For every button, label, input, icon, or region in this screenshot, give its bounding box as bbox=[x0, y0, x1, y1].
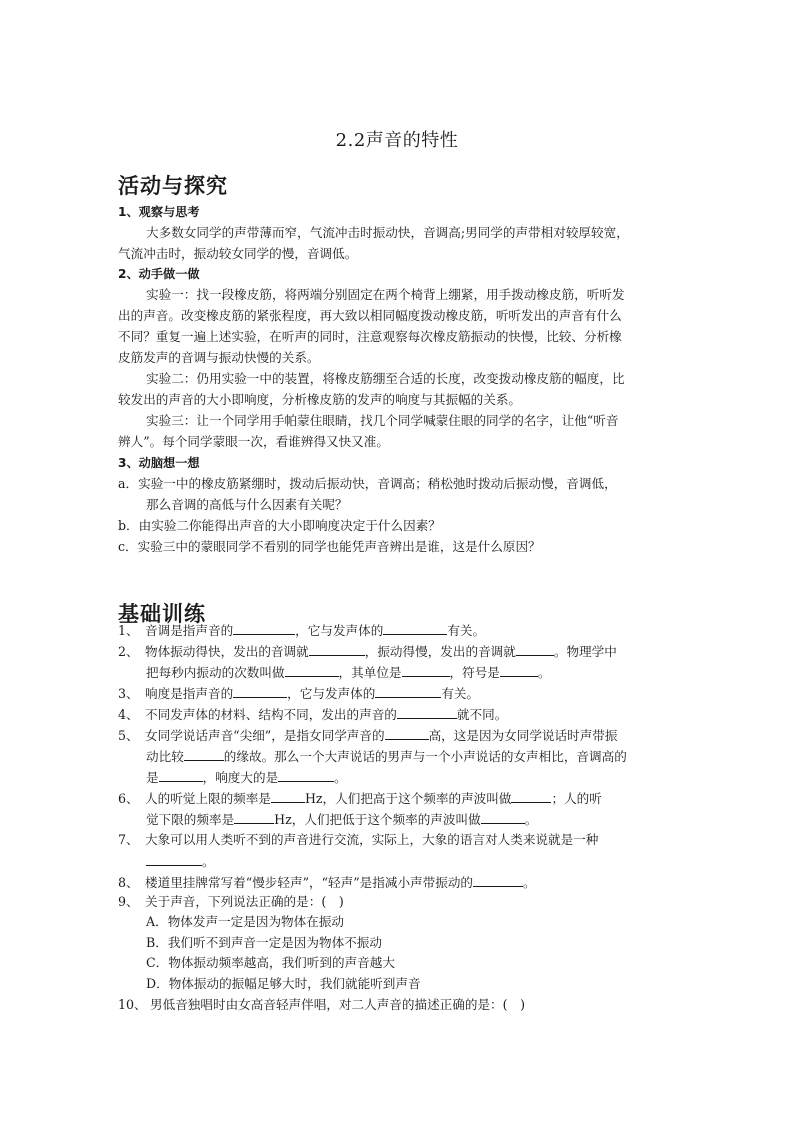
question-5: 5、 女同学说话声音“尖细”，是指女同学声音的 高，这是因为女同学说话时声带振 bbox=[118, 728, 618, 743]
answer-blank[interactable] bbox=[500, 664, 538, 677]
paragraph-line: 气流冲击时，振动较女同学的慢，音调低。 bbox=[118, 246, 358, 261]
question-b: b．由实验二你能得出声音的大小即响度决定于什么因素？ bbox=[118, 518, 441, 533]
question-6: 6、 人的听觉上限的频率是 Hz，人们把高于这个频率的声波叫做 ；人的听 bbox=[118, 791, 602, 806]
question-6-continued: 觉下限的频率是 Hz，人们把低于这个频率的声波叫做 。 bbox=[146, 812, 538, 827]
answer-blank[interactable] bbox=[383, 622, 447, 635]
subheading-hands-on: 2、动手做一做 bbox=[118, 267, 200, 281]
answer-blank[interactable] bbox=[233, 622, 295, 635]
question-9-option-c[interactable]: C．物体振动频率越高，我们听到的声音越大 bbox=[146, 955, 395, 970]
answer-blank[interactable] bbox=[278, 769, 334, 782]
answer-blank[interactable] bbox=[309, 643, 365, 656]
paragraph-line: 实验三：让一个同学用手帕蒙住眼睛，找几个同学喊蒙住眼的同学的名字，让他“听音 bbox=[146, 413, 619, 428]
question-3: 3、 响度是指声音的 ，它与发声体的 有关。 bbox=[118, 686, 480, 701]
section-heading-basic-training: 基础训练 bbox=[118, 602, 206, 626]
answer-blank[interactable] bbox=[481, 811, 525, 824]
question-2: 2、 物体振动得快，发出的音调就 ，振动得慢，发出的音调就 。物理学中 bbox=[118, 644, 617, 659]
question-9: 9、 关于声音，下列说法正确的是：( ) bbox=[118, 894, 344, 909]
question-7-continued: 。 bbox=[146, 853, 215, 870]
paragraph-line: 辨人”。每个同学蒙眼一次，看谁辨得又快又准。 bbox=[118, 434, 389, 449]
answer-blank[interactable] bbox=[397, 706, 457, 719]
answer-blank[interactable] bbox=[285, 664, 339, 677]
question-5-continued: 动比较 的缘故。那么一个大声说话的男声与一个小声说话的女声相比，音调高的 bbox=[146, 749, 627, 764]
section-heading-activity: 活动与探究 bbox=[118, 174, 228, 198]
page-title: 2.2声音的特性 bbox=[335, 130, 459, 151]
question-10: 10、 男低音独唱时由女高音轻声伴唱，对二人声音的描述正确的是：( ) bbox=[118, 997, 526, 1012]
question-9-option-b[interactable]: B．我们听不到声音一定是因为物体不振动 bbox=[146, 935, 382, 950]
question-a-line: 那么音调的高低与什么因素有关呢？ bbox=[146, 497, 348, 512]
answer-blank[interactable] bbox=[184, 748, 224, 761]
question-a-line: a．实验一中的橡皮筋紧绷时，拨动后振动快，音调高；稍松弛时拨动后振动慢，音调低， bbox=[118, 476, 617, 491]
answer-blank[interactable] bbox=[516, 643, 554, 656]
answer-blank[interactable] bbox=[159, 769, 203, 782]
answer-blank[interactable] bbox=[473, 874, 523, 887]
paragraph-line: 实验二：仍用实验一中的装置，将橡皮筋绷至合适的长度，改变拨动橡皮筋的幅度，比 bbox=[146, 371, 625, 386]
answer-blank[interactable] bbox=[511, 790, 551, 803]
answer-blank[interactable] bbox=[402, 664, 450, 677]
answer-blank[interactable] bbox=[234, 811, 274, 824]
question-9-option-a[interactable]: A．物体发声一定是因为物体在振动 bbox=[146, 914, 345, 929]
paragraph-line: 不同？重复一遍上述实验，在听声的同时，注意观察每次橡皮筋振动的快慢，比较、分析橡 bbox=[118, 329, 622, 344]
question-7: 7、 大象可以用人类听不到的声音进行交流，实际上，大象的语言对人类来说就是一种 bbox=[118, 832, 599, 847]
answer-blank[interactable] bbox=[375, 685, 441, 698]
subheading-think: 3、动脑想一想 bbox=[118, 456, 200, 470]
paragraph-line: 大多数女同学的声带薄而窄，气流冲击时振动快，音调高;男同学的声带相对较厚较宽， bbox=[146, 225, 629, 240]
paragraph-line: 出的声音。改变橡皮筋的紧张程度，再大致以相同幅度拨动橡皮筋，听听发出的声音有什么 bbox=[118, 308, 622, 323]
question-2-continued: 把每秒内振动的次数叫做 ，其单位是 ，符号是 。 bbox=[146, 665, 551, 680]
subheading-observe: 1、观察与思考 bbox=[118, 205, 200, 219]
question-4: 4、 不同发声体的材料、结构不同，发出的声音的 就不同。 bbox=[118, 707, 508, 722]
question-5-continued: 是 ，响度大的是 。 bbox=[146, 770, 347, 785]
question-1: 1、 音调是指声音的 ，它与发声体的 有关。 bbox=[118, 623, 486, 638]
answer-blank[interactable] bbox=[385, 727, 429, 740]
paragraph-line: 实验一：找一段橡皮筋，将两端分别固定在两个椅背上绷紧，用手拨动橡皮筋，听听发 bbox=[146, 287, 625, 302]
answer-blank[interactable] bbox=[233, 685, 287, 698]
paragraph-line: 较发出的声音的大小即响度，分析橡皮筋的发声的响度与其振幅的关系。 bbox=[118, 392, 521, 407]
answer-blank[interactable] bbox=[146, 853, 202, 866]
question-c: c．实验三中的蒙眼同学不看别的同学也能凭声音辨出是谁，这是什么原因？ bbox=[118, 539, 541, 554]
question-8: 8、 楼道里挂牌常写着“慢步轻声”，“轻声”是指减小声带振动的 。 bbox=[118, 875, 536, 890]
answer-blank[interactable] bbox=[271, 790, 305, 803]
question-9-option-d[interactable]: D．物体振动的振幅足够大时，我们就能听到声音 bbox=[146, 976, 421, 991]
paragraph-line: 皮筋发声的音调与振动快慢的关系。 bbox=[118, 350, 320, 365]
